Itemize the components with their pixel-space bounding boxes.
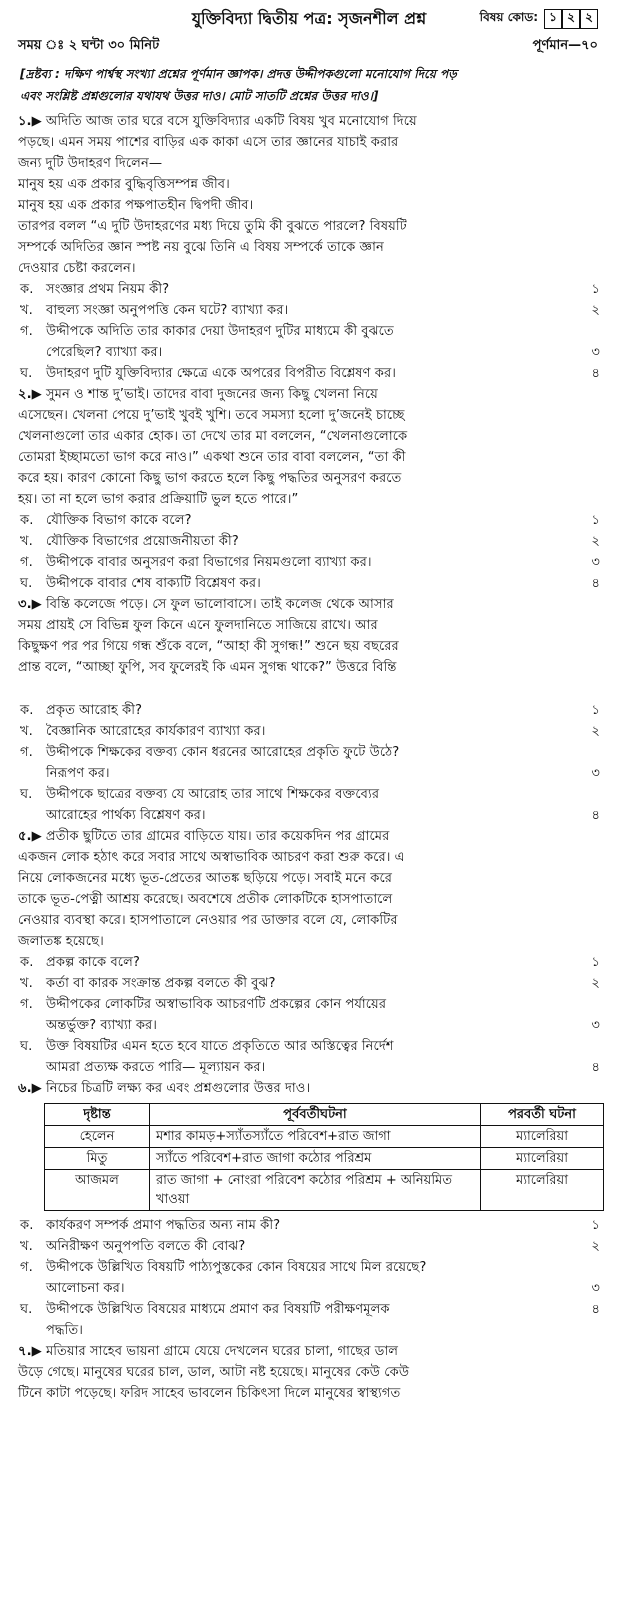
stem-line: মতিয়ার সাহেব ভায়না গ্রামে যেয়ে দেখলেন ঘরের চালা, গাছের ডাল — [45, 1344, 399, 1359]
sub-text: উদ্দীপকে বাবার শেষ বাক্যটি বিশ্লেষণ কর। — [46, 576, 261, 591]
sub-mark: ৪ — [591, 1302, 600, 1317]
subject-code-digits — [544, 9, 598, 29]
sub-mark: ৩ — [591, 1281, 600, 1296]
sub-mark: ৩ — [591, 555, 600, 570]
sub-text: অনিরীক্ষণ অনুপপতি বলতে কী বোঝ? — [46, 1239, 246, 1254]
table-cell: স্যাঁতে পরিবেশ+রাত জাগা কঠোর পরিশ্রম — [150, 1148, 481, 1170]
question-stem — [18, 826, 598, 952]
sub-mark: ৪ — [591, 576, 600, 591]
question-stem — [18, 1341, 598, 1404]
table-row — [45, 1148, 604, 1170]
question-number: ১.▶ — [18, 114, 42, 129]
sub-question — [20, 973, 600, 994]
stem-line: একজন লোক হঠাৎ করে সবার সাথে অস্বাভাবিক আচরণ করা শুরু করে। এ — [18, 850, 405, 865]
stem-line: হয়। তা না হলে ভাগ করার প্রক্রিয়াটি ভুল হতে পারে।” — [18, 492, 299, 507]
sub-text: উদ্দীপকে বাবার অনুসরণ করা বিভাগের নিয়মগুলো ব্যাখ্যা কর। — [46, 555, 372, 570]
page-cut-edge — [0, 1590, 618, 1600]
sub-text: বৈজ্ঞানিক আরোহের কার্যকারণ ব্যাখ্যা কর। — [46, 724, 266, 739]
question-number: ২.▶ — [18, 387, 42, 402]
sub-label: ঘ. — [20, 787, 33, 802]
sub-label: ঘ. — [20, 1302, 33, 1317]
sub-text: প্রকৃত আরোহ কী? — [46, 703, 143, 718]
stem-line: নেওয়ার ব্যবস্থা করে। হাসপাতালে নেওয়ার পর ডাক্তার বলে যে, লোকটির — [18, 913, 398, 928]
sub-mark: ৩ — [591, 345, 600, 360]
sub-mark: ৪ — [591, 808, 600, 823]
sub-text: উদাহরণ দুটি যুক্তিবিদ্যার ক্ষেত্রে একে অপরের বিপরীত বিশ্লেষণ কর। — [46, 366, 396, 381]
sub-label: ক. — [20, 1218, 34, 1233]
stem-line: কিছুক্ষণ পর পর গিয়ে গন্ধ শুঁকে বলে, “আহা কী সুগন্ধ!” শুনে ছয় বছরের — [18, 639, 399, 654]
question-6 — [14, 1078, 604, 1341]
sub-mark: ৪ — [591, 366, 600, 381]
sub-text: পেরেছিল? ব্যাখ্যা কর। — [46, 345, 163, 360]
sub-mark: ২ — [591, 1239, 600, 1254]
stem-line: টিনে কাটা পড়েছে। ফরিদ সাহেব ভাবলেন চিকিৎসা দিলে মানুষের স্বাস্থ্যগত — [18, 1386, 401, 1401]
sub-question — [20, 1036, 600, 1078]
sub-question — [20, 279, 600, 300]
sub-mark: ১ — [591, 513, 600, 528]
sub-mark: ২ — [591, 303, 600, 318]
stem-line: বিন্তি কলেজে পড়ে। সে ফুল ভালোবাসে। তাই কলেজ থেকে আসার — [45, 597, 394, 612]
sub-mark: ২ — [591, 724, 600, 739]
question-number: ৭.▶ — [18, 1344, 42, 1359]
sub-label: গ. — [20, 1260, 33, 1275]
sub-label: গ. — [20, 324, 33, 339]
sub-question — [20, 300, 600, 321]
sub-mark: ২ — [591, 976, 600, 991]
stem-line: তারপর বলল “এ দুটি উদাহরণের মধ্য দিয়ে তুমি কী বুঝতে পারলে? বিষয়টি — [18, 219, 407, 234]
code-digit: ২ — [562, 9, 580, 29]
sub-mark: ৩ — [591, 766, 600, 781]
sub-text: উদ্দীপকে শিক্ষকের বক্তব্য কোন ধরনের আরোহের প্রকৃতি ফুটে উঠে? — [46, 745, 400, 760]
column-header: পরবর্তী ঘটনা — [481, 1104, 604, 1126]
table-cell: ম্যালেরিয়া — [481, 1126, 604, 1148]
sub-question — [20, 573, 600, 594]
stem-line: জন্য দুটি উদাহরণ দিলেন— — [18, 156, 163, 171]
header-row — [14, 6, 604, 32]
stem-line: তোমরা ইচ্ছামতো ভাগ করে নাও।” একথা শুনে তার বাবা বললেন, “তা কী — [18, 450, 406, 465]
sub-text: উদ্দীপকের লোকটির অস্বাভাবিক আচরণটি প্রকল্পের কোন পর্যায়ের — [46, 997, 387, 1012]
evidence-table — [44, 1103, 604, 1211]
stem-line: মানুষ হয় এক প্রকার বুদ্ধিবৃত্তিসম্পন্ন জীব। — [18, 177, 230, 192]
sub-question — [20, 1236, 600, 1257]
code-digit: ১ — [544, 9, 562, 29]
stem-line: নিয়ে লোকজনের মধ্যে ভূত-প্রেতের আতঙ্ক ছড়িয়ে পড়ে। সবাই মনে করে — [18, 871, 393, 886]
stem-line: অদিতি আজ তার ঘরে বসে যুক্তিবিদ্যার একটি বিষয় খুব মনোযোগ দিয়ে — [45, 114, 417, 129]
question-stem — [18, 111, 598, 279]
stem-line: দেওয়ার চেষ্টা করলেন। — [18, 261, 136, 276]
sub-text: নিরূপণ কর। — [46, 766, 110, 781]
sub-question — [20, 1257, 600, 1299]
sub-question — [20, 994, 600, 1036]
exam-time: সময় ঃ ২ ঘন্টা ৩০ মিনিট — [18, 38, 160, 53]
sub-text: উদ্দীপকে উল্লিখিত বিষয়ের মাধ্যমে প্রমাণ কর বিষয়টি পরীক্ষণমূলক — [46, 1302, 390, 1317]
page-title: যুক্তিবিদ্যা দ্বিতীয় পত্র: সৃজনশীল প্রশ্ন — [191, 8, 427, 28]
sub-label: খ. — [20, 1239, 33, 1254]
sub-question — [20, 510, 600, 531]
table-cell: হেলেন — [45, 1126, 150, 1148]
instructions — [20, 63, 600, 107]
sub-text: আলোচনা কর। — [46, 1281, 125, 1296]
question-number: ৩.▶ — [18, 597, 42, 612]
sub-mark: ১ — [591, 955, 600, 970]
question-5 — [14, 826, 604, 1078]
sub-question — [20, 721, 600, 742]
sub-label: খ. — [20, 976, 33, 991]
instruction-line: এবং সংশ্লিষ্ট প্রশ্নগুলোর যথাযথ উত্তর দাও। মোট সাতটি প্রশ্নের উত্তর দাও।] — [20, 89, 379, 103]
stem-line: খেলনাগুলো তার একার হোক। তা দেখে তার মা বললেন, “খেলনাগুলোকে — [18, 429, 408, 444]
sub-label: খ. — [20, 303, 33, 318]
code-digit: ২ — [580, 9, 598, 29]
instruction-line: [দ্রষ্টব্য : দক্ষিণ পার্শ্বস্থ সংখ্যা প্রশ্নের পূর্ণমান জ্ঞাপক। প্রদত্ত উদ্দীপকগুলো মনোযোগ দিয়ে পড় — [20, 67, 457, 81]
column-header: পূর্ববর্তীঘটনা — [150, 1104, 481, 1126]
sub-label: খ. — [20, 724, 33, 739]
sub-question — [20, 321, 600, 363]
table-cell: আজমল — [45, 1170, 150, 1211]
sub-text: কর্তা বা কারক সংক্রান্ত প্রকল্প বলতে কী বুঝ? — [46, 976, 276, 991]
stem-line: নিচের চিত্রটি লক্ষ্য কর এবং প্রশ্নগুলোর উত্তর দাও। — [45, 1081, 311, 1096]
sub-text: উদ্দীপকে উল্লিখিত বিষয়টি পাঠ্যপুস্তকের কোন বিষয়ের সাথে মিল রয়েছে? — [46, 1260, 427, 1275]
sub-text: উক্ত বিষয়টির এমন হতে হবে যাতে প্রকৃতিতে আর অস্তিত্বের নির্দেশ — [46, 1039, 394, 1054]
question-stem — [18, 594, 598, 678]
meta-row — [18, 36, 598, 57]
question-stem — [18, 1078, 598, 1099]
sub-question — [20, 784, 600, 826]
column-header: দৃষ্টান্ত — [45, 1104, 150, 1126]
sub-text: যৌক্তিক বিভাগ কাকে বলে? — [46, 513, 192, 528]
sub-question — [20, 363, 600, 384]
sub-label: গ. — [20, 555, 33, 570]
full-marks: পূর্ণমান—৭০ — [532, 38, 598, 53]
question-7 — [14, 1341, 604, 1404]
table-cell: রাত জাগা + নোংরা পরিবেশ কঠোর পরিশ্রম + অনিয়মিত খাওয়া — [150, 1170, 481, 1211]
sub-text: কার্যকরণ সম্পর্ক প্রমাণ পদ্ধতির অন্য নাম কী? — [46, 1218, 281, 1233]
sub-text: উদ্দীপকে অদিতি তার কাকার দেয়া উদাহরণ দুটির মাধ্যমে কী বুঝতে — [46, 324, 394, 339]
sub-text: উদ্দীপকে ছাত্রের বক্তব্য যে আরোহ তার সাথে শিক্ষকের বক্তব্যের — [46, 787, 380, 802]
table-header-row — [45, 1104, 604, 1126]
sub-label: গ. — [20, 997, 33, 1012]
sub-text: পদ্ধতি। — [46, 1323, 84, 1338]
sub-question — [20, 952, 600, 973]
sub-label: ঘ. — [20, 576, 33, 591]
stem-line: প্রতীক ছুটিতে তার গ্রামের বাড়িতে যায়। তার কয়েকদিন পর গ্রামের — [45, 829, 390, 844]
sub-mark: ১ — [591, 1218, 600, 1233]
question-number: ৬.▶ — [18, 1081, 42, 1096]
stem-line: তাকে ভূত-পেত্নী আশ্রয় করেছে। অবশেষে প্রতীক লোকটিকে হাসপাতালে — [18, 892, 393, 907]
question-number: ৫.▶ — [18, 829, 42, 844]
sub-text: যৌক্তিক বিভাগের প্রয়োজনীয়তা কী? — [46, 534, 239, 549]
sub-mark: ৪ — [591, 1060, 600, 1075]
table-cell: ম্যালেরিয়া — [481, 1170, 604, 1211]
sub-label: খ. — [20, 534, 33, 549]
stem-line: এসেছেন। খেলনা পেয়ে দু’ভাই খুবই খুশি। তবে সমস্যা হলো দু’জনেই চাচ্ছে — [18, 408, 405, 423]
table-cell: ম্যালেরিয়া — [481, 1148, 604, 1170]
stem-line: মানুষ হয় এক প্রকার পক্ষপাতহীন দ্বিপদী জীব। — [18, 198, 254, 213]
table-cell: মিতু — [45, 1148, 150, 1170]
sub-question — [20, 531, 600, 552]
sub-text: সংজ্ঞার প্রথম নিয়ম কী? — [46, 282, 170, 297]
sub-question — [20, 700, 600, 721]
sub-label: গ. — [20, 745, 33, 760]
table-cell: মশার কামড়+স্যাঁতস্যাঁতে পরিবেশ+রাত জাগা — [150, 1126, 481, 1148]
sub-mark: ৩ — [591, 1018, 600, 1033]
sub-text: অন্তর্ভুক্ত? ব্যাখ্যা কর। — [46, 1018, 158, 1033]
sub-label: ঘ. — [20, 1039, 33, 1054]
sub-question — [20, 742, 600, 784]
sub-mark: ১ — [591, 703, 600, 718]
stem-line: সময় প্রায়ই সে বিভিন্ন ফুল কিনে এনে ফুলদানিতে সাজিয়ে রাখে। আর — [18, 618, 378, 633]
sub-label: ঘ. — [20, 366, 33, 381]
subject-code-label: বিষয় কোড: — [479, 10, 538, 24]
sub-mark: ১ — [591, 282, 600, 297]
sub-question — [20, 1215, 600, 1236]
stem-line: প্রান্ত বলে, “আচ্ছা ফুপি, সব ফুলেরই কি এমন সুগন্ধ থাকে?” উত্তরে বিন্তি — [18, 660, 397, 675]
sub-mark: ২ — [591, 534, 600, 549]
blank-gap — [14, 678, 604, 700]
sub-text: আমরা প্রত্যক্ষ করতে পারি— মূল্যায়ন কর। — [46, 1060, 266, 1075]
sub-label: ক. — [20, 282, 34, 297]
stem-line: সুমন ও শান্ত দু’ভাই। তাদের বাবা দুজনের জন্য কিছু খেলনা নিয়ে — [45, 387, 378, 402]
question-stem — [18, 384, 598, 510]
stem-line: সম্পর্কে অদিতির জ্ঞান স্পষ্ট নয় বুঝে তিনি এ বিষয় সম্পর্কে তাকে জ্ঞান — [18, 240, 384, 255]
sub-text: প্রকল্প কাকে বলে? — [46, 955, 140, 970]
stem-line: জলাতঙ্ক হয়েছে। — [18, 934, 104, 949]
question-2 — [14, 384, 604, 594]
subject-code — [480, 9, 598, 29]
sub-label: ক. — [20, 703, 34, 718]
table-row — [45, 1170, 604, 1211]
table-row — [45, 1126, 604, 1148]
sub-label: ক. — [20, 955, 34, 970]
sub-label: ক. — [20, 513, 34, 528]
sub-question — [20, 552, 600, 573]
question-3 — [14, 594, 604, 826]
question-1 — [14, 111, 604, 384]
stem-line: করে হয়। কারণ কোনো কিছু ভাগ করতে হলে কিছু পদ্ধতির অনুসরণ করতে — [18, 471, 402, 486]
sub-question — [20, 1299, 600, 1341]
stem-line: উড়ে গেছে। মানুষের ঘরের চাল, ডাল, আটা নষ্ট হয়েছে। মানুষের কেউ কেউ — [18, 1365, 410, 1380]
sub-text: আরোহের পার্থক্য বিশ্লেষণ কর। — [46, 808, 206, 823]
stem-line: পড়ছে। এমন সময় পাশের বাড়ির এক কাকা এসে তার জ্ঞানের যাচাই করার — [18, 135, 399, 150]
sub-text: বাহুল্য সংজ্ঞা অনুপপত্তি কেন ঘটে? ব্যাখ্যা কর। — [46, 303, 289, 318]
